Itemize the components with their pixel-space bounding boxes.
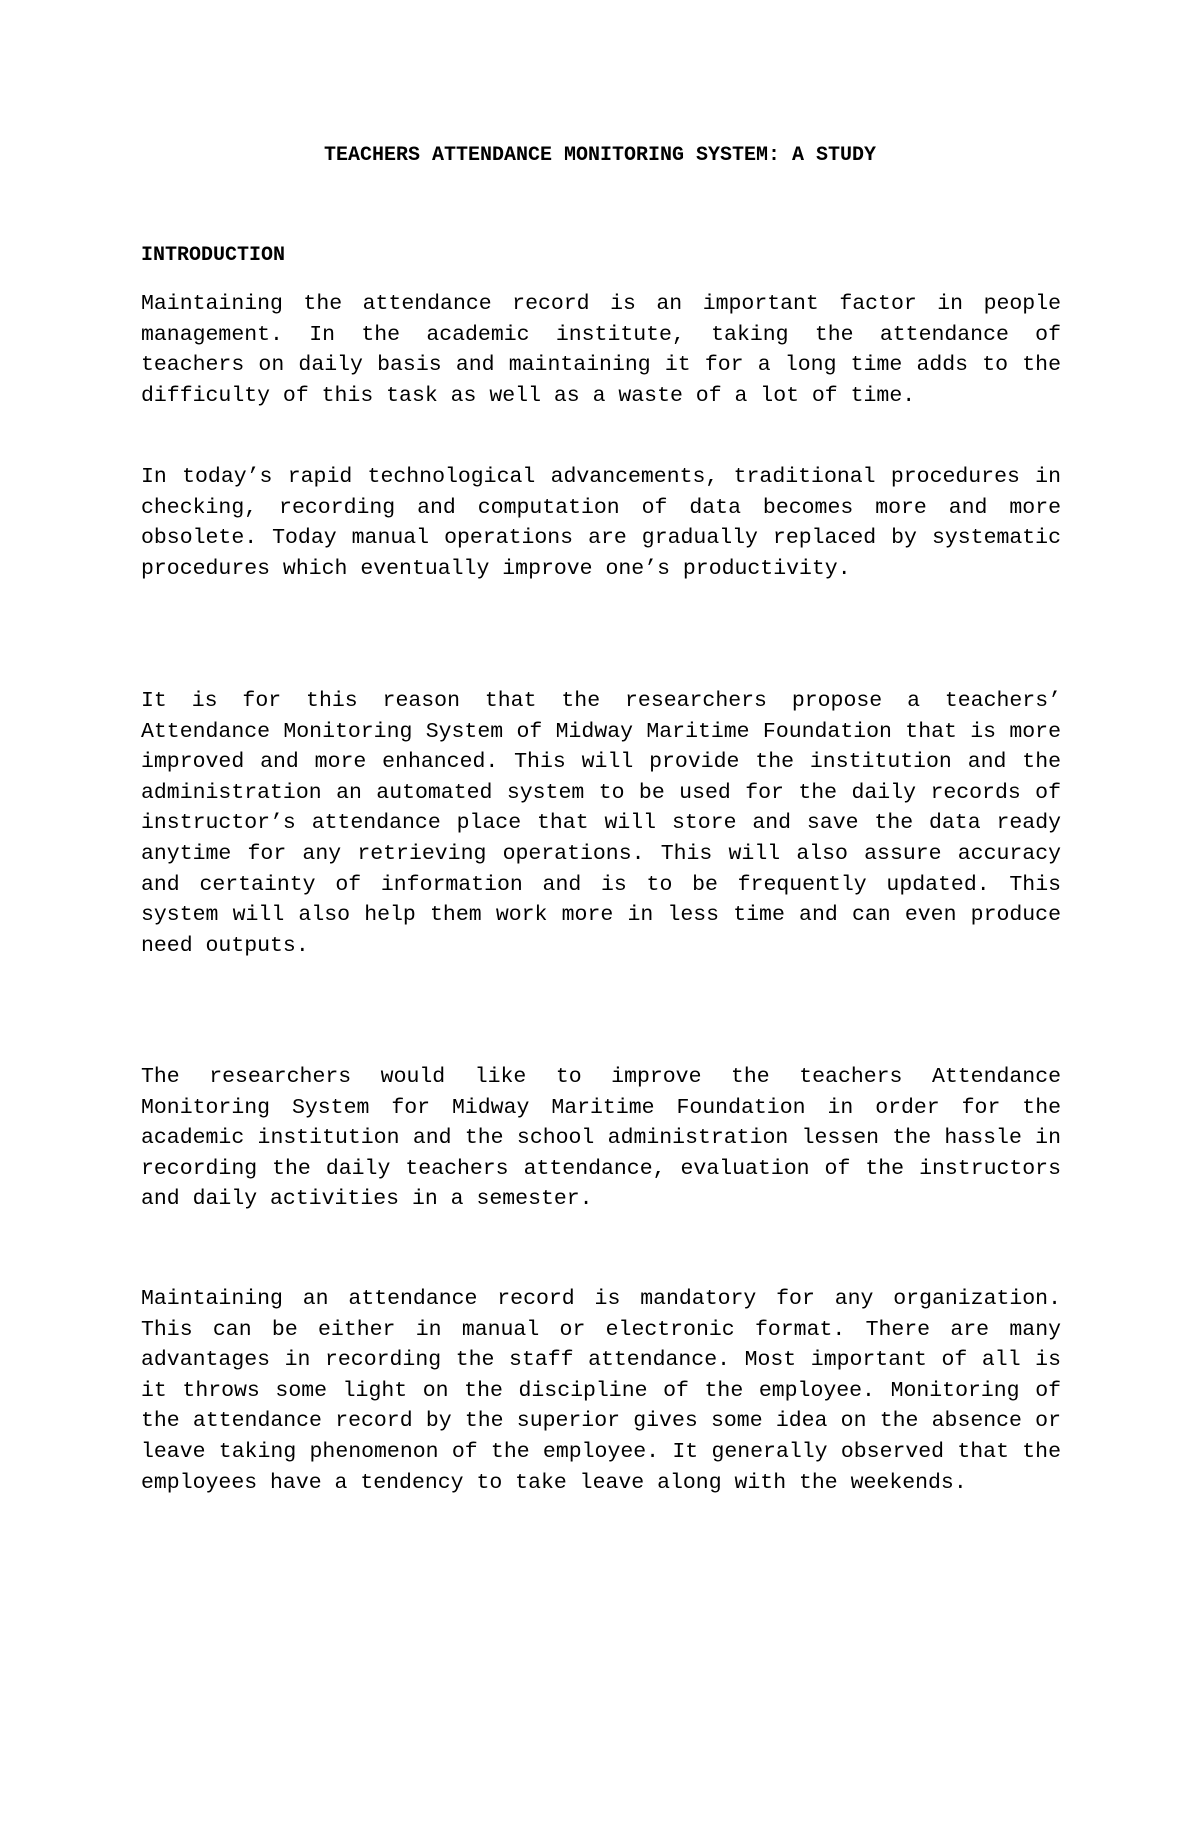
paragraph-4: The researchers would like to improve the teachers Attendance Monitoring System for Midway Maritime Foundation in order for the academic institution and the school administration lessen the hassle in recording the daily teachers attendance, evaluation of the instructors and daily activities in a semester. [141, 1065, 1061, 1212]
document-title: TEACHERS ATTENDANCE MONITORING SYSTEM: A STUDY [323, 144, 877, 167]
paragraph-1: Maintaining the attendance record is an important factor in people management. In the academic institute, taking the attendance of teachers on daily basis and maintaining it for a long time adds to the difficulty of this task as well as a waste of a lot of time. [141, 292, 1061, 408]
paragraph-2: In today’s rapid technological advancements, traditional procedures in checking, recording and computation of data becomes more and more obsolete. Today manual operations are gradually replaced by systematic procedures which eventually improve one’s productivity. [141, 465, 1061, 581]
paragraph-3: It is for this reason that the researchers propose a teachers’ Attendance Monitoring System of Midway Maritime Foundation that is more improved and more enhanced. This will provide the institution and the administration an automated system to be used for the daily records of instructor’s attendance place that will store and save the data ready anytime for any retrieving operations. This will also assure accuracy and certainty of information and is to be frequently updated. This system will also help them work more in less time and can even produce need outputs. [141, 689, 1061, 958]
paragraph-5: Maintaining an attendance record is mandatory for any organization. This can be either in manual or electronic format. There are many advantages in recording the staff attendance. Most important of all is it throws some light on the discipline of the employee. Monitoring of the attendance record by the superior gives some idea on the absence or leave taking phenomenon of the employee. It generally observed that the employees have a tendency to take leave along with the weekends. [141, 1287, 1061, 1495]
section-heading-introduction: INTRODUCTION [141, 244, 286, 267]
